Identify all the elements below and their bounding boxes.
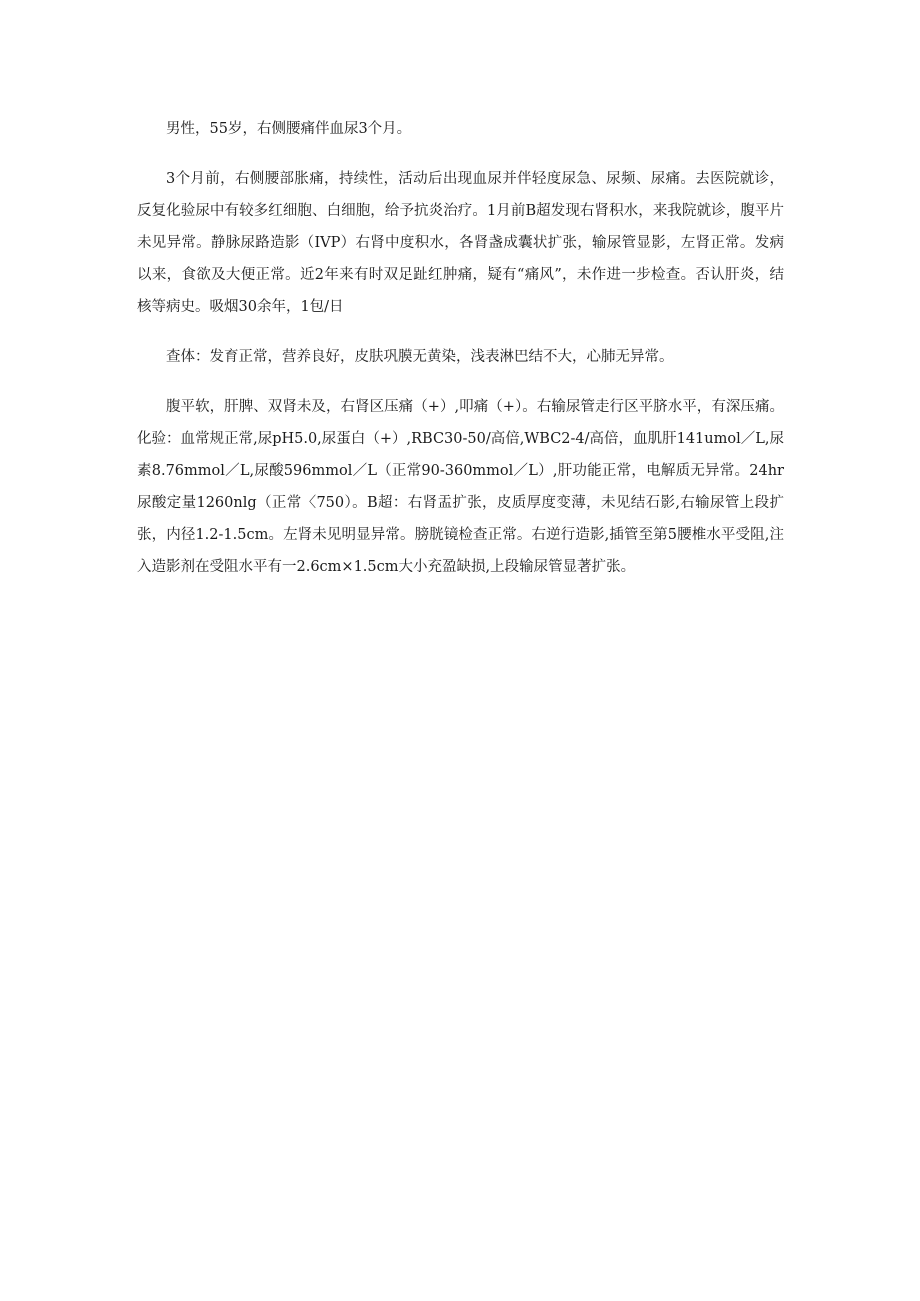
document-body [137,113,784,601]
paragraph-findings: 腹平软，肝脾、双肾未及，右肾区压痛（+）,叩痛（+）。右输尿管走行区平脐水平，有深压痛。化验：血常规正常,尿pH5.0,尿蛋白（+）,RBC30-50/高倍,WBC2-4/高倍，血肌肝141umol／L,尿素8.76mmol／L,尿酸596mmol／L（正常90-360mmol／L）,肝功能正常，电解质无异常。24hr尿酸定量1260nlg（正常〈750）。B超：右肾盂扩张，皮质厚度变薄，未见结石影,右输尿管上段扩张，内径1.2-1.5cm。左肾未见明显异常。膀胱镜检查正常。右逆行造影,插管至第5腰椎水平受阻,注入造影剂在受阻水平有一2.6cm×1.5cm大小充盈缺损,上段输尿管显著扩张。 [137,399,784,575]
paragraph-chief-complaint: 男性，55岁，右侧腰痛伴血尿3个月。 [166,121,412,137]
paragraph-history: 3个月前，右侧腰部胀痛，持续性，活动后出现血尿并伴轻度尿急、尿频、尿痛。去医院就诊，反复化验尿中有较多红细胞、白细胞，给予抗炎治疗。1月前B超发现右肾积水，来我院就诊，腹平片未见异常。静脉尿路造影（IVP）右肾中度积水，各肾盏成囊状扩张，输尿管显影，左肾正常。发病以来，食欲及大便正常。近2年来有时双足趾红肿痛，疑有“痛风”，未作进一步检查。否认肝炎，结核等病史。吸烟30余年，1包/日 [137,171,784,315]
paragraph-physical-exam: 查体：发育正常，营养良好，皮肤巩膜无黄染，浅表淋巴结不大，心肺无异常。 [166,349,674,365]
